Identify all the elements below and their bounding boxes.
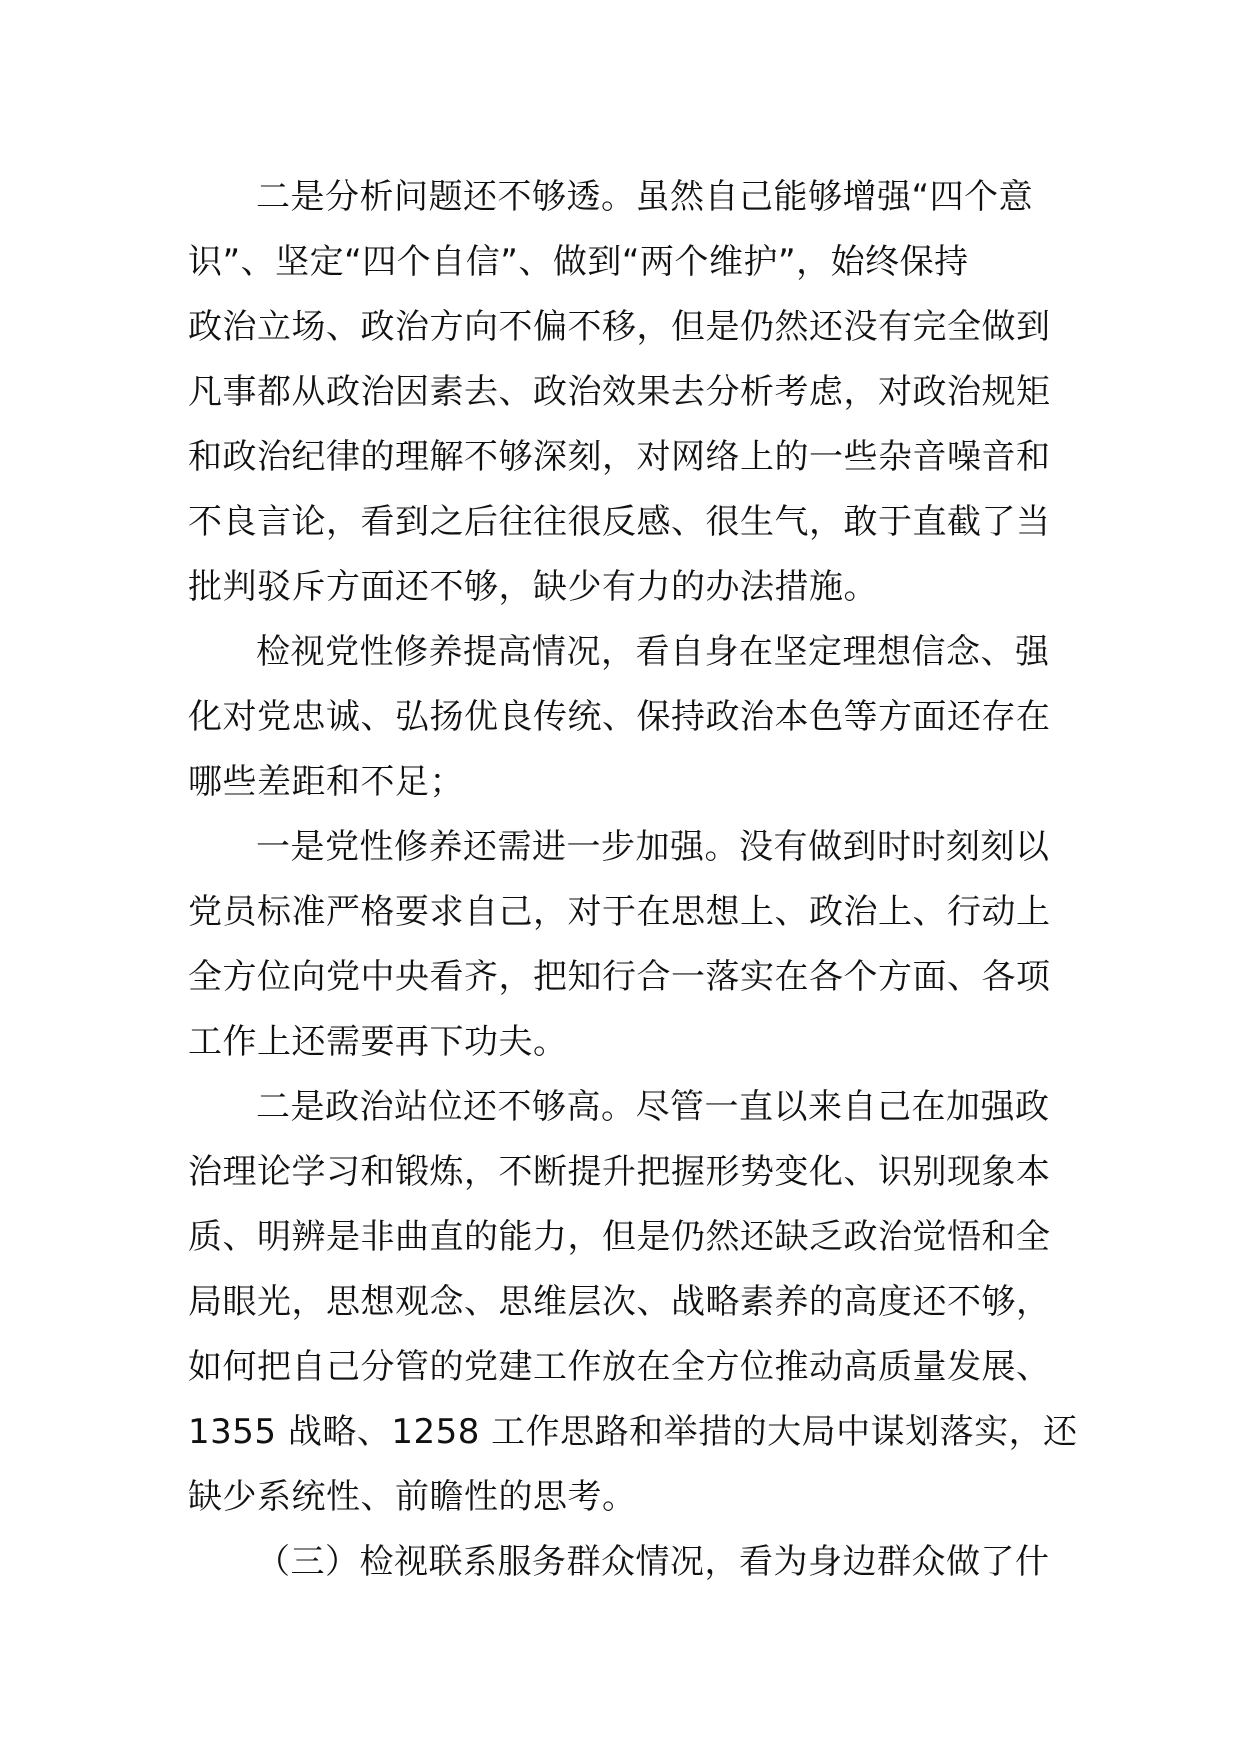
text-line: 缺少系统性、前瞻性的思考。 [188,1477,637,1517]
paragraph-analysis-issue [188,165,1068,620]
text-line: 凡事都从政治因素去、政治效果去分析考虑，对政治规矩 [188,372,1051,412]
paragraph-party-spirit-strengthen [188,815,1068,1075]
text-line: 政治立场、政治方向不偏不移，但是仍然还没有完全做到 [188,307,1051,347]
text-line: 二是政治站位还不够高。尽管一直以来自己在加强政 [256,1087,1050,1127]
text-line: 化对党忠诚、弘扬优良传统、保持政治本色等方面还存在 [188,697,1051,737]
text-line: 批判驳斥方面还不够，缺少有力的办法措施。 [188,567,878,607]
text-line: 哪些差距和不足； [188,762,464,802]
text-line: 和政治纪律的理解不够深刻，对网络上的一些杂音噪音和 [188,437,1051,477]
text-line: 局眼光，思想观念、思维层次、战略素养的高度还不够， [188,1282,1051,1322]
document-body [188,165,1078,1595]
text-line: 治理论学习和锻炼，不断提升把握形势变化、识别现象本 [188,1152,1051,1192]
text-line: 1355 战略、1258 工作思路和举措的大局中谋划落实，还 [188,1412,1078,1452]
text-line: 检视党性修养提高情况，看自身在坚定理想信念、强 [256,632,1050,672]
text-line: 一是党性修养还需进一步加强。没有做到时时刻刻以 [256,827,1050,867]
text-line: 党员标准严格要求自己，对于在思想上、政治上、行动上 [188,892,1051,932]
text-line: 如何把自己分管的党建工作放在全方位推动高质量发展、 [188,1347,1051,1387]
text-line: 工作上还需要再下功夫。 [188,1022,568,1062]
text-line: 识”、坚定“四个自信”、做到“两个维护”，始终保持 [188,242,969,282]
paragraph-party-spirit-review [188,620,1068,815]
text-line: 不良言论，看到之后往往很反感、很生气，敢于直截了当 [188,502,1051,542]
text-line: 全方位向党中央看齐，把知行合一落实在各个方面、各项 [188,957,1051,997]
text-line: 质、明辨是非曲直的能力，但是仍然还缺乏政治觉悟和全 [188,1217,1051,1257]
text-line: （三）检视联系服务群众情况，看为身边群众做了什 [256,1542,1050,1582]
paragraph-section-three-heading [188,1530,1068,1595]
text-line: 二是分析问题还不够透。虽然自己能够增强“四个意 [256,177,1034,217]
paragraph-political-stance [188,1075,1078,1530]
